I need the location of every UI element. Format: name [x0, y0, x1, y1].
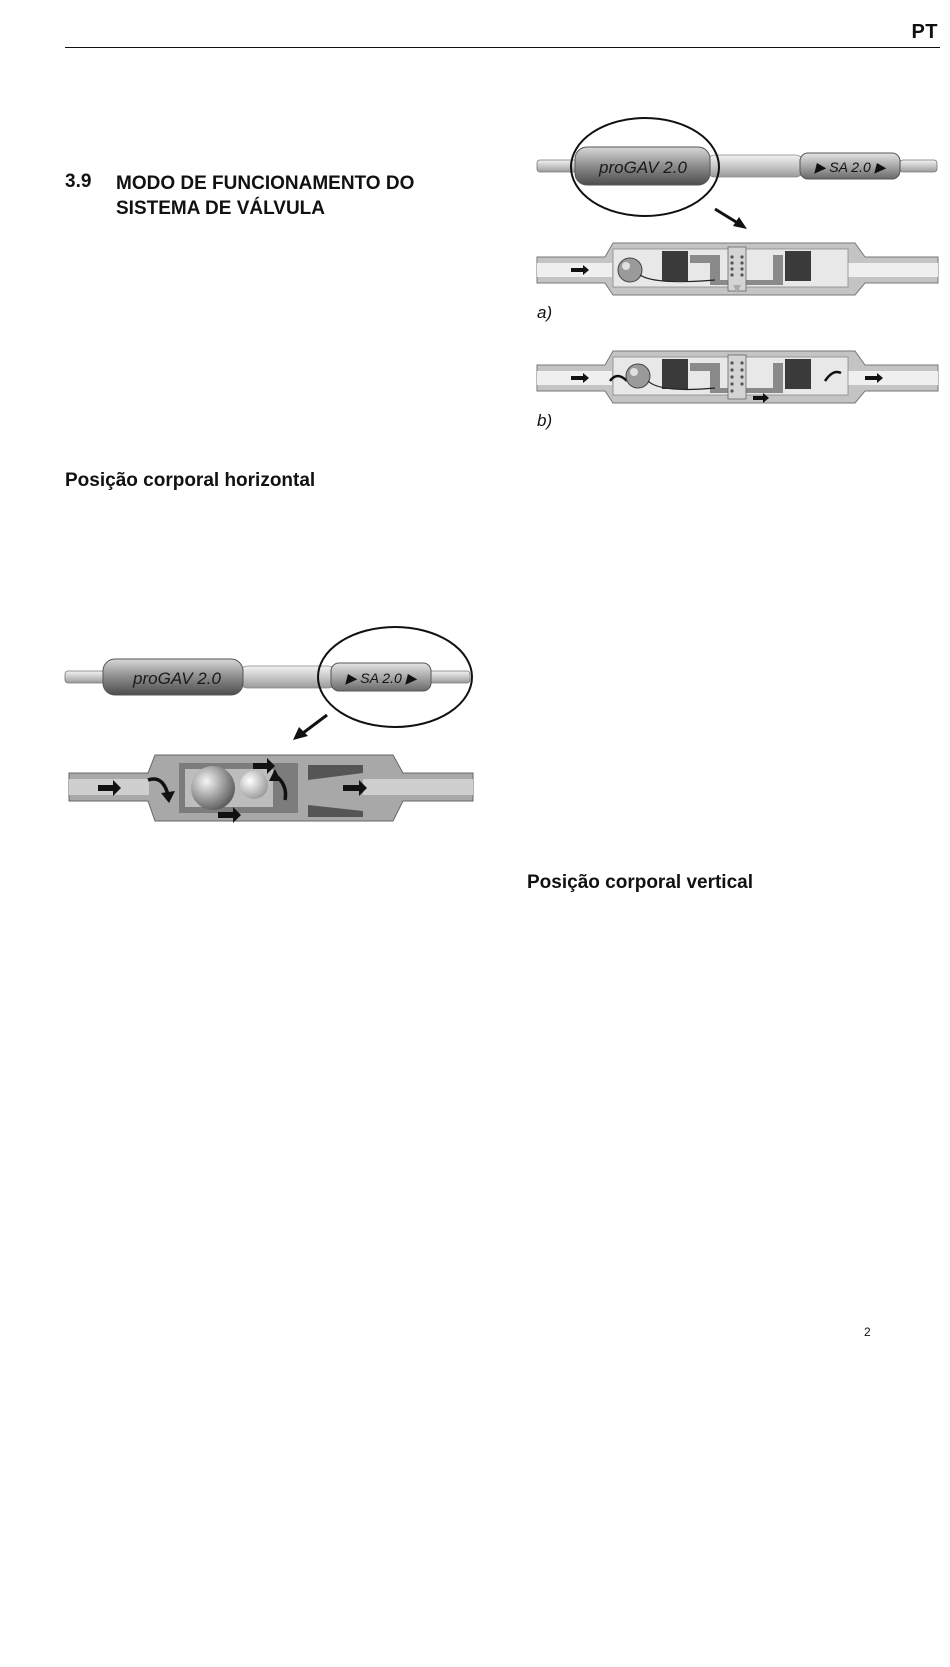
- sa-label-top: ▶ SA 2.0 ▶: [814, 159, 886, 175]
- progav-label-top: proGAV 2.0: [599, 158, 687, 177]
- figure-cross-section-b: [535, 343, 940, 413]
- section-number: 3.9: [65, 171, 92, 192]
- section-title-line1: MODO DE FUNCIONAMENTO DO: [116, 173, 415, 194]
- subheading-horizontal: Posição corporal horizontal: [65, 470, 316, 491]
- progav-label-bottom: proGAV 2.0: [133, 669, 221, 688]
- section-title: [116, 171, 476, 221]
- subheading-vertical: Posição corporal vertical: [527, 872, 753, 893]
- header-rule: [65, 47, 940, 48]
- figure-sa-overview: [63, 625, 478, 830]
- section-title-line2: SISTEMA DE VÁLVULA: [116, 198, 326, 219]
- sa-label-bottom: ▶ SA 2.0 ▶: [345, 670, 417, 686]
- figure-progav-overview: [535, 115, 940, 230]
- figure-label-b: b): [537, 411, 553, 430]
- figure-label-a: a): [537, 303, 553, 322]
- page-number: 2: [864, 1325, 871, 1339]
- language-code: PT: [911, 21, 938, 43]
- figure-cross-section-a: [535, 235, 940, 305]
